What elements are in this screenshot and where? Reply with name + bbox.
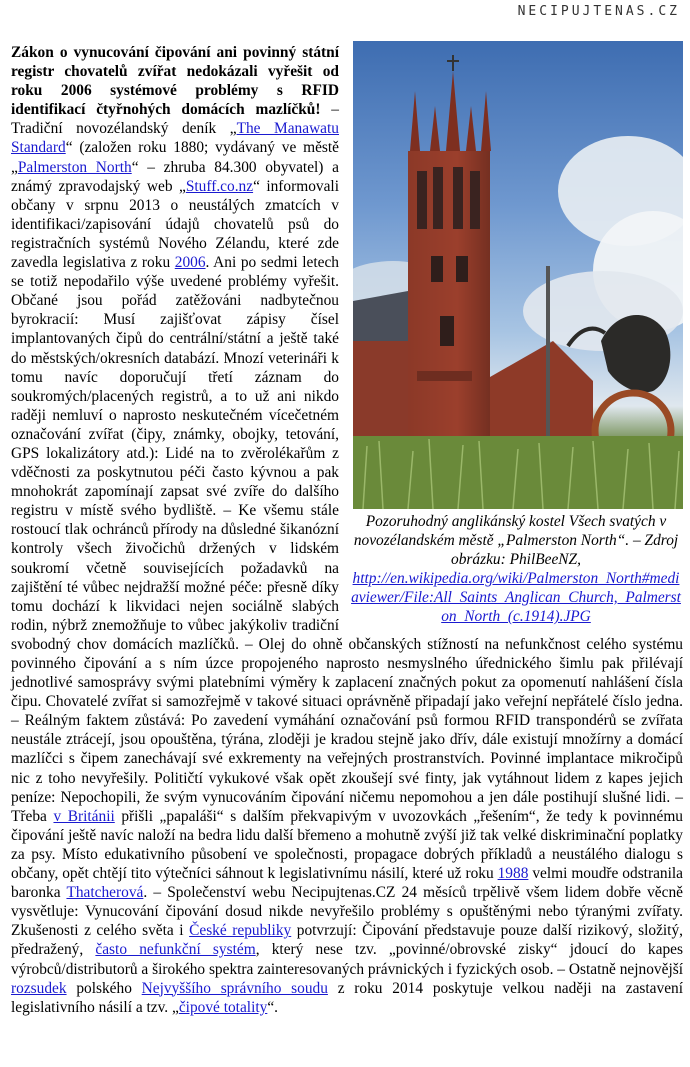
text-span: potvrzují: Čipování představuje pouze další rizikový, složitý, předražený, (11, 922, 683, 959)
text-span: přišli „papaláši“ s dalším překvapivým v uvozovkách „řešením“, že tedy k povinnému čipování ještě navíc naloží na bedra lidu další břemeno a mohutně zvýší již tak velké diskriminační poplatky za psy. Místo edukativního působení ve společnosti, propagace dobrých příkladů a neustálého dialogu s občany, opět chtějí tito výtečníci sáhnout k legislativnímu násilí, které už roku (11, 807, 683, 883)
link-2006[interactable]: 2006 (174, 254, 206, 272)
link-casto-nefunkcni-system[interactable]: často nefunkční systém (95, 941, 256, 959)
text-span: – Tradiční novozélandský deník „ (11, 101, 339, 138)
article (11, 43, 683, 1017)
text-span: polského (66, 979, 142, 997)
text-span: velmi moudře odstranila baronka (11, 865, 683, 902)
link-rozsudek[interactable]: rozsudek (11, 979, 67, 997)
caption-text: Pozoruhodný anglikánský kostel Všech svatých v novozélandském městě „Palmerston North“. – Zdroj obrázku: PhilBeeNZ, (353, 513, 679, 568)
link-palmerston-north[interactable]: Palmerston North (17, 158, 132, 176)
text-span: “ informovali občany v srpnu 2013 o neustálých zmatcích v identifikaci/zapisování údajů chovatelů psů do registračních systémů Nového Zélandu, které zde zavedla legislativa z roku (11, 177, 339, 272)
text-span: . – Společenství webu Necipujtenas.CZ 24 měsíců trpělivě všem lidem dobře věcně vysvětluje: Vynucování čipování dosud nikde nevyřešilo problémy s opuštěnými nebo týranými zvířaty. Zkušenosti z celého světa i (11, 884, 683, 940)
text-span: , který nese tzv. „povinné/obrovské zisky“ jdoucí do kapes výrobců/distributorů a širokého spektra zainteresovaných právnických i fyzických osob. – Ostatně nejnovější (11, 941, 683, 978)
church-illustration (353, 41, 683, 509)
link-v-britanii[interactable]: v Británii (53, 807, 115, 825)
link-manawatu-standard[interactable]: The Manawatu Standard (11, 120, 339, 157)
site-logo[interactable]: NECIPUJTENAS.CZ (517, 4, 680, 19)
link-nejvyssi-spravni-soud[interactable]: Nejvyššího správního soudu (141, 979, 328, 997)
link-cipove-totality[interactable]: čipové totality (178, 998, 268, 1016)
figure (349, 41, 683, 626)
text-span: z roku 2014 poskytuje velkou naději na zastavení legislativního násilí a tzv. „ (11, 979, 683, 1016)
article-headline: Zákon o vynucování čipování ani povinný státní registr chovatelů zvířat nedokázali vyřešit od roku 2006 systémové problémy s RFID identifikací čtyřnohých domácích mazlíčků! (11, 44, 339, 119)
link-ceske-republiky[interactable]: České republiky (189, 922, 292, 940)
text-span: “ – zhruba 84.300 obyvatel) a známý zpravodajský web „ (11, 158, 339, 195)
church-photo (353, 41, 683, 509)
figure-caption (349, 512, 683, 626)
text-span: . Ani po sedmi letech se totiž nepodařilo výše uvedené problémy vyřešit. Občané jsou pořád zatěžováni nadbytečnou byrokracií: Musí zajišťovat zápisy čísel implantovaných čipů do centrální/státní a ještě také do městských/okresních databází. Mnozí veterináři k tomu navíc doporučují třetí záznam do soukromých/placených registrů, a to už ani nikdo raději nemluví o naprosto neskutečném vícečetném označování zvířat (čipy, známky, obojky, tetování, GPS lokalizátory atd.): Lidé na to zvěrolékařům z vděčnosti za poskytnutou péči často kývnou a pak mnohokrát zapomínají zapsat své zvíře do dalšího registru v místě svého bydliště. – Ke všemu stále rostoucí tlak ochránců přírody na důsledné šikanózní kontroly všech živočichů držených v lidském soukromí včetně souvisejících požadavků na zajištění té vůbec nejdražší možné péče: přesně díky tomu dochází k likvidaci nejen sociálně slabých rodin, nýbrž znemožňuje to vůbec jakýkoliv tradiční svobodný chov domácích mazlíčků. – Olej do ohně občanských stížností na nefunkčnost celého systému povinného čipování a s ním úzce propojeného naprosto nesmyslného úřednického šimlu pak přilévají jednotlivé samosprávy svými platebními výměry k zaplacení značných pokut za opomenutí nahlášení čísla čipu. Chovatelé zvířat si samozřejmě v takové situaci oprávněně připadají jako veřejní nepřátelé číslo jedna. – Reálným faktem zůstává: Po zavedení vymáhání označování psů formou RFID transpondérů se zvířata neustále ztrácejí, jsou opouštěna, týrána, zloději je kradou stejně jako dřív, dále existují množírny a domácí mazlíčci s čipem zanechávají své exkrementy na veřejných prostranstvích. Povinné implantace mikročipů nic z toho nevyřešily. Političtí vykukové však opět zkoušejí své finty, jak vytáhnout lidem z kapes jejich peníze: Nepochopili, že svým vynucováním čipování ničemu nepomohou a jen dále postihují slušné lidi. – Třeba (11, 254, 683, 825)
link-stuff[interactable]: Stuff.co.nz (185, 177, 254, 195)
text-span: “. (267, 998, 279, 1016)
link-thatcherova[interactable]: Thatcherová (66, 884, 144, 902)
text-span: “ (založen roku 1880; vydávaný ve městě „ (11, 139, 339, 176)
link-1988[interactable]: 1988 (497, 865, 529, 883)
caption-source-link[interactable]: http://en.wikipedia.org/wiki/Palmerston_North#mediaviewer/File:All_Saints_Anglican_Church,_Palmerston_North_(c.1914).JPG (351, 570, 681, 625)
